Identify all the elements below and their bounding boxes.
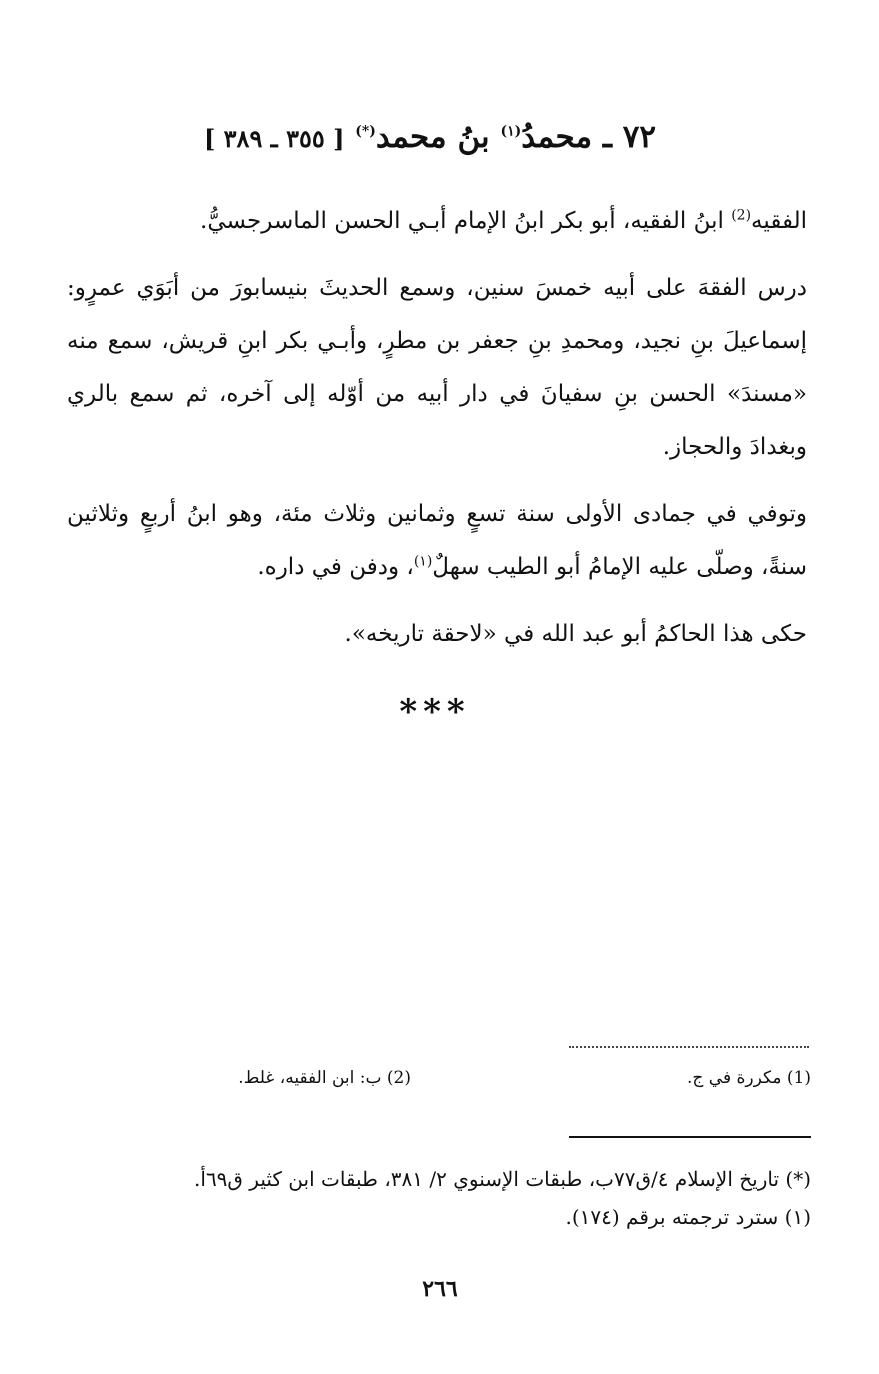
source-note-ref: (*)	[355, 123, 376, 140]
source-note-1	[71, 1198, 811, 1236]
section-separator: ***	[399, 692, 471, 732]
entry-number: ٧٢	[622, 119, 657, 155]
paragraph-text: ، ودفن في داره.	[257, 554, 414, 580]
entry-name: ـ محمدُ	[521, 119, 612, 155]
paragraph-4: حكى هذا الحاكمُ أبو عبد الله في «لاحقة تاريخه».	[344, 621, 807, 647]
variant-notes	[71, 1068, 811, 1102]
note-text: ب: ابن الفقيه، غلط.	[238, 1068, 382, 1088]
variant-note-1	[687, 1068, 811, 1088]
footnote-ref: (١)	[413, 553, 433, 570]
footnote-ref: (١)	[500, 123, 522, 140]
paragraph-2: درس الفقهَ على أبيه خمسَ سنين، وسمع الحديثَ بنيسابورَ من أبَوَي عمرٍو: إسماعيلَ بنِ نجيد، ومحمدِ بنِ جعفر بن مطرٍ، وأبـي بكر ابنِ قريش، سمع منه «مسندَ» الحسن بنِ سفيانَ في دار أبيه من أوّله إلى آخره، ثم سمع بالري وبغدادَ والحجاز.	[67, 275, 807, 460]
paragraph-text: الفقيه	[751, 208, 807, 234]
footnote-ref: (2)	[731, 207, 752, 224]
paragraph-text: ابنُ الفقيه، أبو بكر ابنُ الإمام أبـي الحسن الماسرجسيُّ.	[200, 208, 732, 234]
paragraph-1	[67, 195, 807, 248]
entry-dates: [ ٣٥٥ ـ ٣٨٩ ]	[203, 124, 345, 153]
dotted-rule	[569, 1046, 809, 1050]
footnote-rule	[569, 1136, 811, 1138]
note-marker: (1)	[786, 1068, 811, 1088]
paragraph-3	[67, 488, 807, 594]
note-marker: (١)	[784, 1205, 811, 1229]
page-number: ٢٦٦	[422, 1276, 458, 1302]
note-marker: (*)	[785, 1167, 811, 1191]
source-note-star	[71, 1160, 811, 1198]
entry-body	[67, 195, 807, 675]
entry-heading	[150, 112, 710, 164]
source-notes	[71, 1160, 811, 1236]
note-text: مكررة في ج.	[687, 1068, 782, 1088]
note-text: سترد ترجمته برقم (١٧٤).	[565, 1205, 779, 1229]
note-marker: (2)	[386, 1068, 411, 1088]
paragraph-text: وتوفي في جمادى الأولى سنة تسعٍ وثمانين وثلاث مئة، وهو ابنُ أربعٍ وثلاثين سنةً، وصلّى عليه الإمامُ أبو الطيب سهلٌ	[67, 501, 807, 580]
entry-name-rest: بنُ محمد	[375, 119, 490, 155]
note-text: تاريخ الإسلام ٤/ق٧٧ب، طبقات الإسنوي ٢/ ٣٨١، طبقات ابن كثير ق٦٩أ.	[194, 1167, 780, 1191]
variant-note-2	[238, 1068, 411, 1088]
